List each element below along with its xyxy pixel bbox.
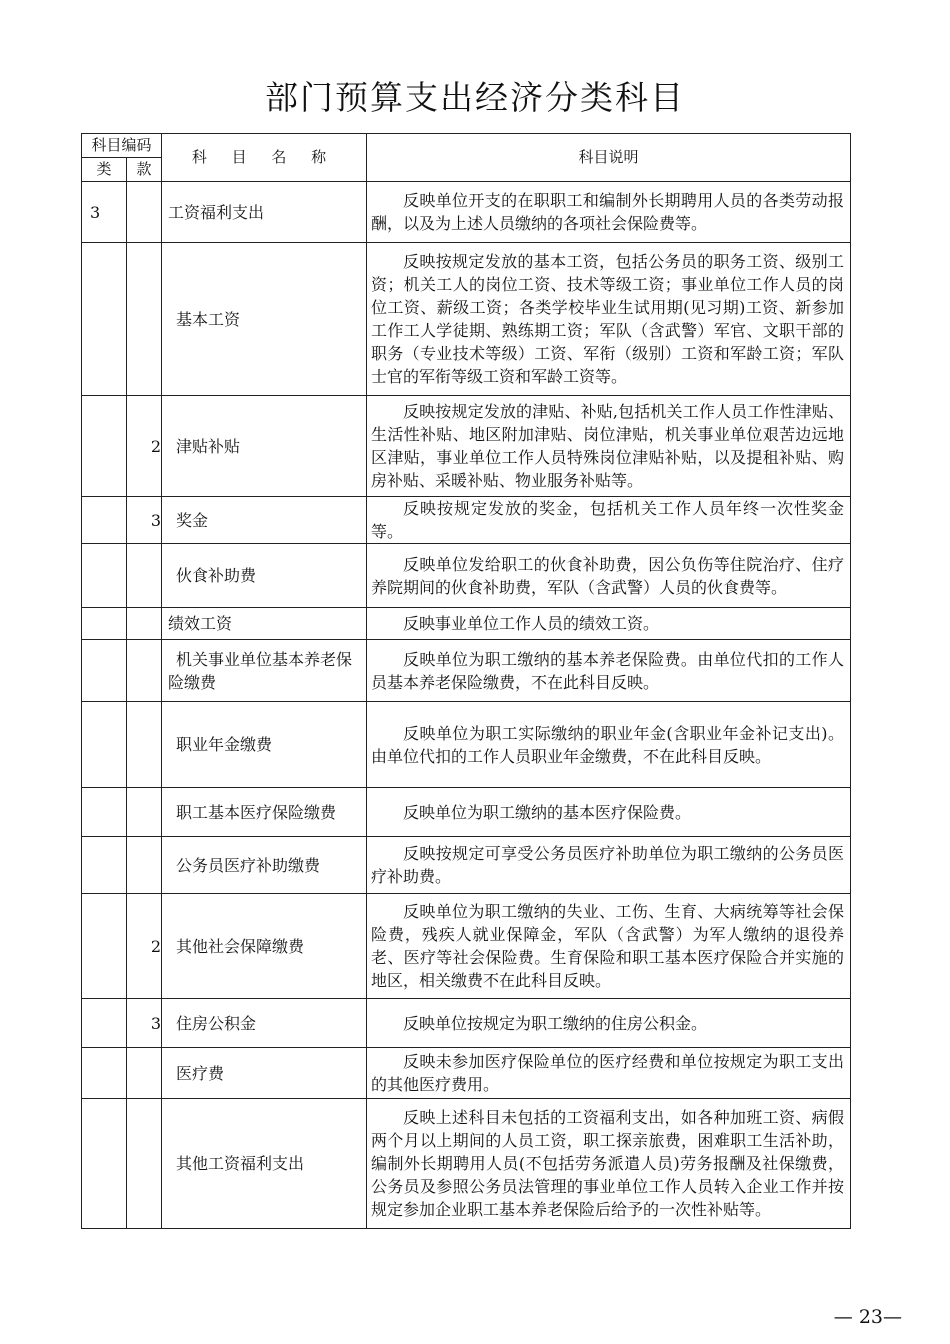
lei-cell: 3 [82, 182, 127, 243]
name-cell: 其他工资福利支出 [162, 1099, 367, 1229]
name-cell: 公务员医疗补助缴费 [162, 837, 367, 894]
lei-cell [82, 1048, 127, 1099]
table-row [82, 894, 851, 999]
kuan-cell [127, 1099, 162, 1229]
kuan-cell [127, 544, 162, 608]
name-cell: 住房公积金 [162, 999, 367, 1048]
desc-text: 反映单位为职工实际缴纳的职业年金(含职业年金补记支出)。由单位代扣的工作人员职业年金缴费，不在此科目反映。 [371, 723, 845, 766]
page-title: 部门预算支出经济分类科目 [265, 78, 685, 117]
desc-cell [367, 497, 851, 544]
lei-cell [82, 608, 127, 640]
kuan-cell [127, 182, 162, 243]
name-cell: 伙食补助费 [162, 544, 367, 608]
desc-cell [367, 640, 851, 702]
desc-cell [367, 894, 851, 999]
table-row [82, 243, 851, 396]
table-row [82, 544, 851, 608]
table-row [82, 999, 851, 1048]
header-kuan: 款 [127, 158, 162, 182]
desc-text: 反映单位发给职工的伙食补助费，因公负伤等住院治疗、住疗养院期间的伙食补助费，军队（含武警）人员的伙食费等。 [371, 554, 845, 597]
kuan-cell [127, 702, 162, 788]
table-row [82, 788, 851, 837]
lei-cell [82, 788, 127, 837]
desc-cell [367, 702, 851, 788]
header-code: 科目编码 [82, 134, 162, 158]
kuan-cell [127, 1048, 162, 1099]
name-cell: 职工基本医疗保险缴费 [162, 788, 367, 837]
desc-text: 反映单位按规定为职工缴纳的住房公积金。 [403, 1013, 708, 1033]
lei-cell [82, 497, 127, 544]
name-cell: 工资福利支出 [162, 182, 367, 243]
desc-text: 反映事业单位工作人员的绩效工资。 [403, 614, 660, 633]
desc-text: 反映按规定发放的津贴、补贴,包括机关工作人员工作性津贴、生活性补贴、地区附加津贴、岗位津贴，机关事业单位艰苦边远地区津贴，事业单位工作人员特殊岗位津贴补贴，以及提租补贴、购房补贴、采暖补贴、物业服务补贴等。 [371, 402, 845, 490]
budget-table [81, 133, 851, 1229]
name-cell: 津贴补贴 [162, 396, 367, 497]
desc-cell [367, 396, 851, 497]
lei-cell [82, 243, 127, 396]
kuan-cell: 3 [127, 497, 162, 544]
name-cell: 职业年金缴费 [162, 702, 367, 788]
desc-cell [367, 182, 851, 243]
header-name: 科 目 名 称 [162, 134, 367, 182]
table-row [82, 608, 851, 640]
desc-text: 反映单位为职工缴纳的基本养老保险费。由单位代扣的工作人员基本养老保险缴费，不在此科目反映。 [371, 649, 845, 692]
desc-cell [367, 544, 851, 608]
kuan-cell [127, 837, 162, 894]
header-lei: 类 [82, 158, 127, 182]
kuan-cell [127, 608, 162, 640]
desc-text: 反映单位为职工缴纳的基本医疗保险费。 [403, 802, 692, 822]
desc-cell [367, 999, 851, 1048]
desc-text: 反映按规定发放的基本工资，包括公务员的职务工资、级别工资；机关工人的岗位工资、技术等级工资；事业单位工作人员的岗位工资、薪级工资；各类学校毕业生试用期(见习期)工资、新参加工作工人学徒期、熟练期工资；军队（含武警）军官、文职干部的职务（专业技术等级）工资、军衔（级别）工资和军龄工资；军队士官的军衔等级工资和军龄工资等。 [371, 252, 845, 386]
lei-cell [82, 702, 127, 788]
kuan-cell [127, 243, 162, 396]
table-row [82, 702, 851, 788]
desc-cell [367, 788, 851, 837]
header-desc: 科目说明 [367, 134, 851, 182]
desc-text: 反映单位为职工缴纳的失业、工伤、生育、大病统筹等社会保险费，残疾人就业保障金，军队（含武警）为军人缴纳的退役养老、医疗等社会保险费。生育保险和职工基本医疗保险合并实施的地区，相关缴费不在此科目反映。 [371, 902, 845, 990]
desc-cell [367, 837, 851, 894]
kuan-cell: 2 [127, 396, 162, 497]
table-row [82, 396, 851, 497]
lei-cell [82, 544, 127, 608]
table-row [82, 640, 851, 702]
name-cell: 医疗费 [162, 1048, 367, 1099]
header-row-top [82, 134, 851, 158]
desc-text: 反映按规定发放的奖金，包括机关工作人员年终一次性奖金等。 [371, 499, 845, 541]
kuan-cell [127, 788, 162, 837]
name-cell: 机关事业单位基本养老保险缴费 [162, 640, 367, 702]
desc-cell [367, 1048, 851, 1099]
lei-cell [82, 837, 127, 894]
lei-cell [82, 1099, 127, 1229]
lei-cell [82, 999, 127, 1048]
desc-text: 反映上述科目未包括的工资福利支出，如各种加班工资、病假两个月以上期间的人员工资，职工探亲旅费，困难职工生活补助，编制外长期聘用人员(不包括劳务派遣人员)劳务报酬及社保缴费，公务员及参照公务员法管理的事业单位工作人员转入企业工作并按规定参加企业职工基本养老保险后给予的一次性补贴等。 [371, 1108, 845, 1219]
lei-cell [82, 640, 127, 702]
kuan-cell: 3 [127, 999, 162, 1048]
desc-text: 反映单位开支的在职职工和编制外长期聘用人员的各类劳动报酬，以及为上述人员缴纳的各项社会保险费等。 [371, 191, 845, 233]
desc-text: 反映未参加医疗保险单位的医疗经费和单位按规定为职工支出的其他医疗费用。 [371, 1052, 845, 1094]
kuan-cell [127, 640, 162, 702]
desc-cell [367, 243, 851, 396]
kuan-cell: 2 [127, 894, 162, 999]
table-row [82, 1099, 851, 1229]
name-cell: 奖金 [162, 497, 367, 544]
desc-cell [367, 608, 851, 640]
table-row [82, 497, 851, 544]
name-cell: 其他社会保障缴费 [162, 894, 367, 999]
page-number: — 23— [833, 1306, 902, 1328]
name-cell: 绩效工资 [162, 608, 367, 640]
desc-text: 反映按规定可享受公务员医疗补助单位为职工缴纳的公务员医疗补助费。 [371, 844, 845, 886]
lei-cell [82, 894, 127, 999]
table-row [82, 837, 851, 894]
table-row [82, 182, 851, 243]
table-row [82, 1048, 851, 1099]
lei-cell [82, 396, 127, 497]
desc-cell [367, 1099, 851, 1229]
name-cell: 基本工资 [162, 243, 367, 396]
